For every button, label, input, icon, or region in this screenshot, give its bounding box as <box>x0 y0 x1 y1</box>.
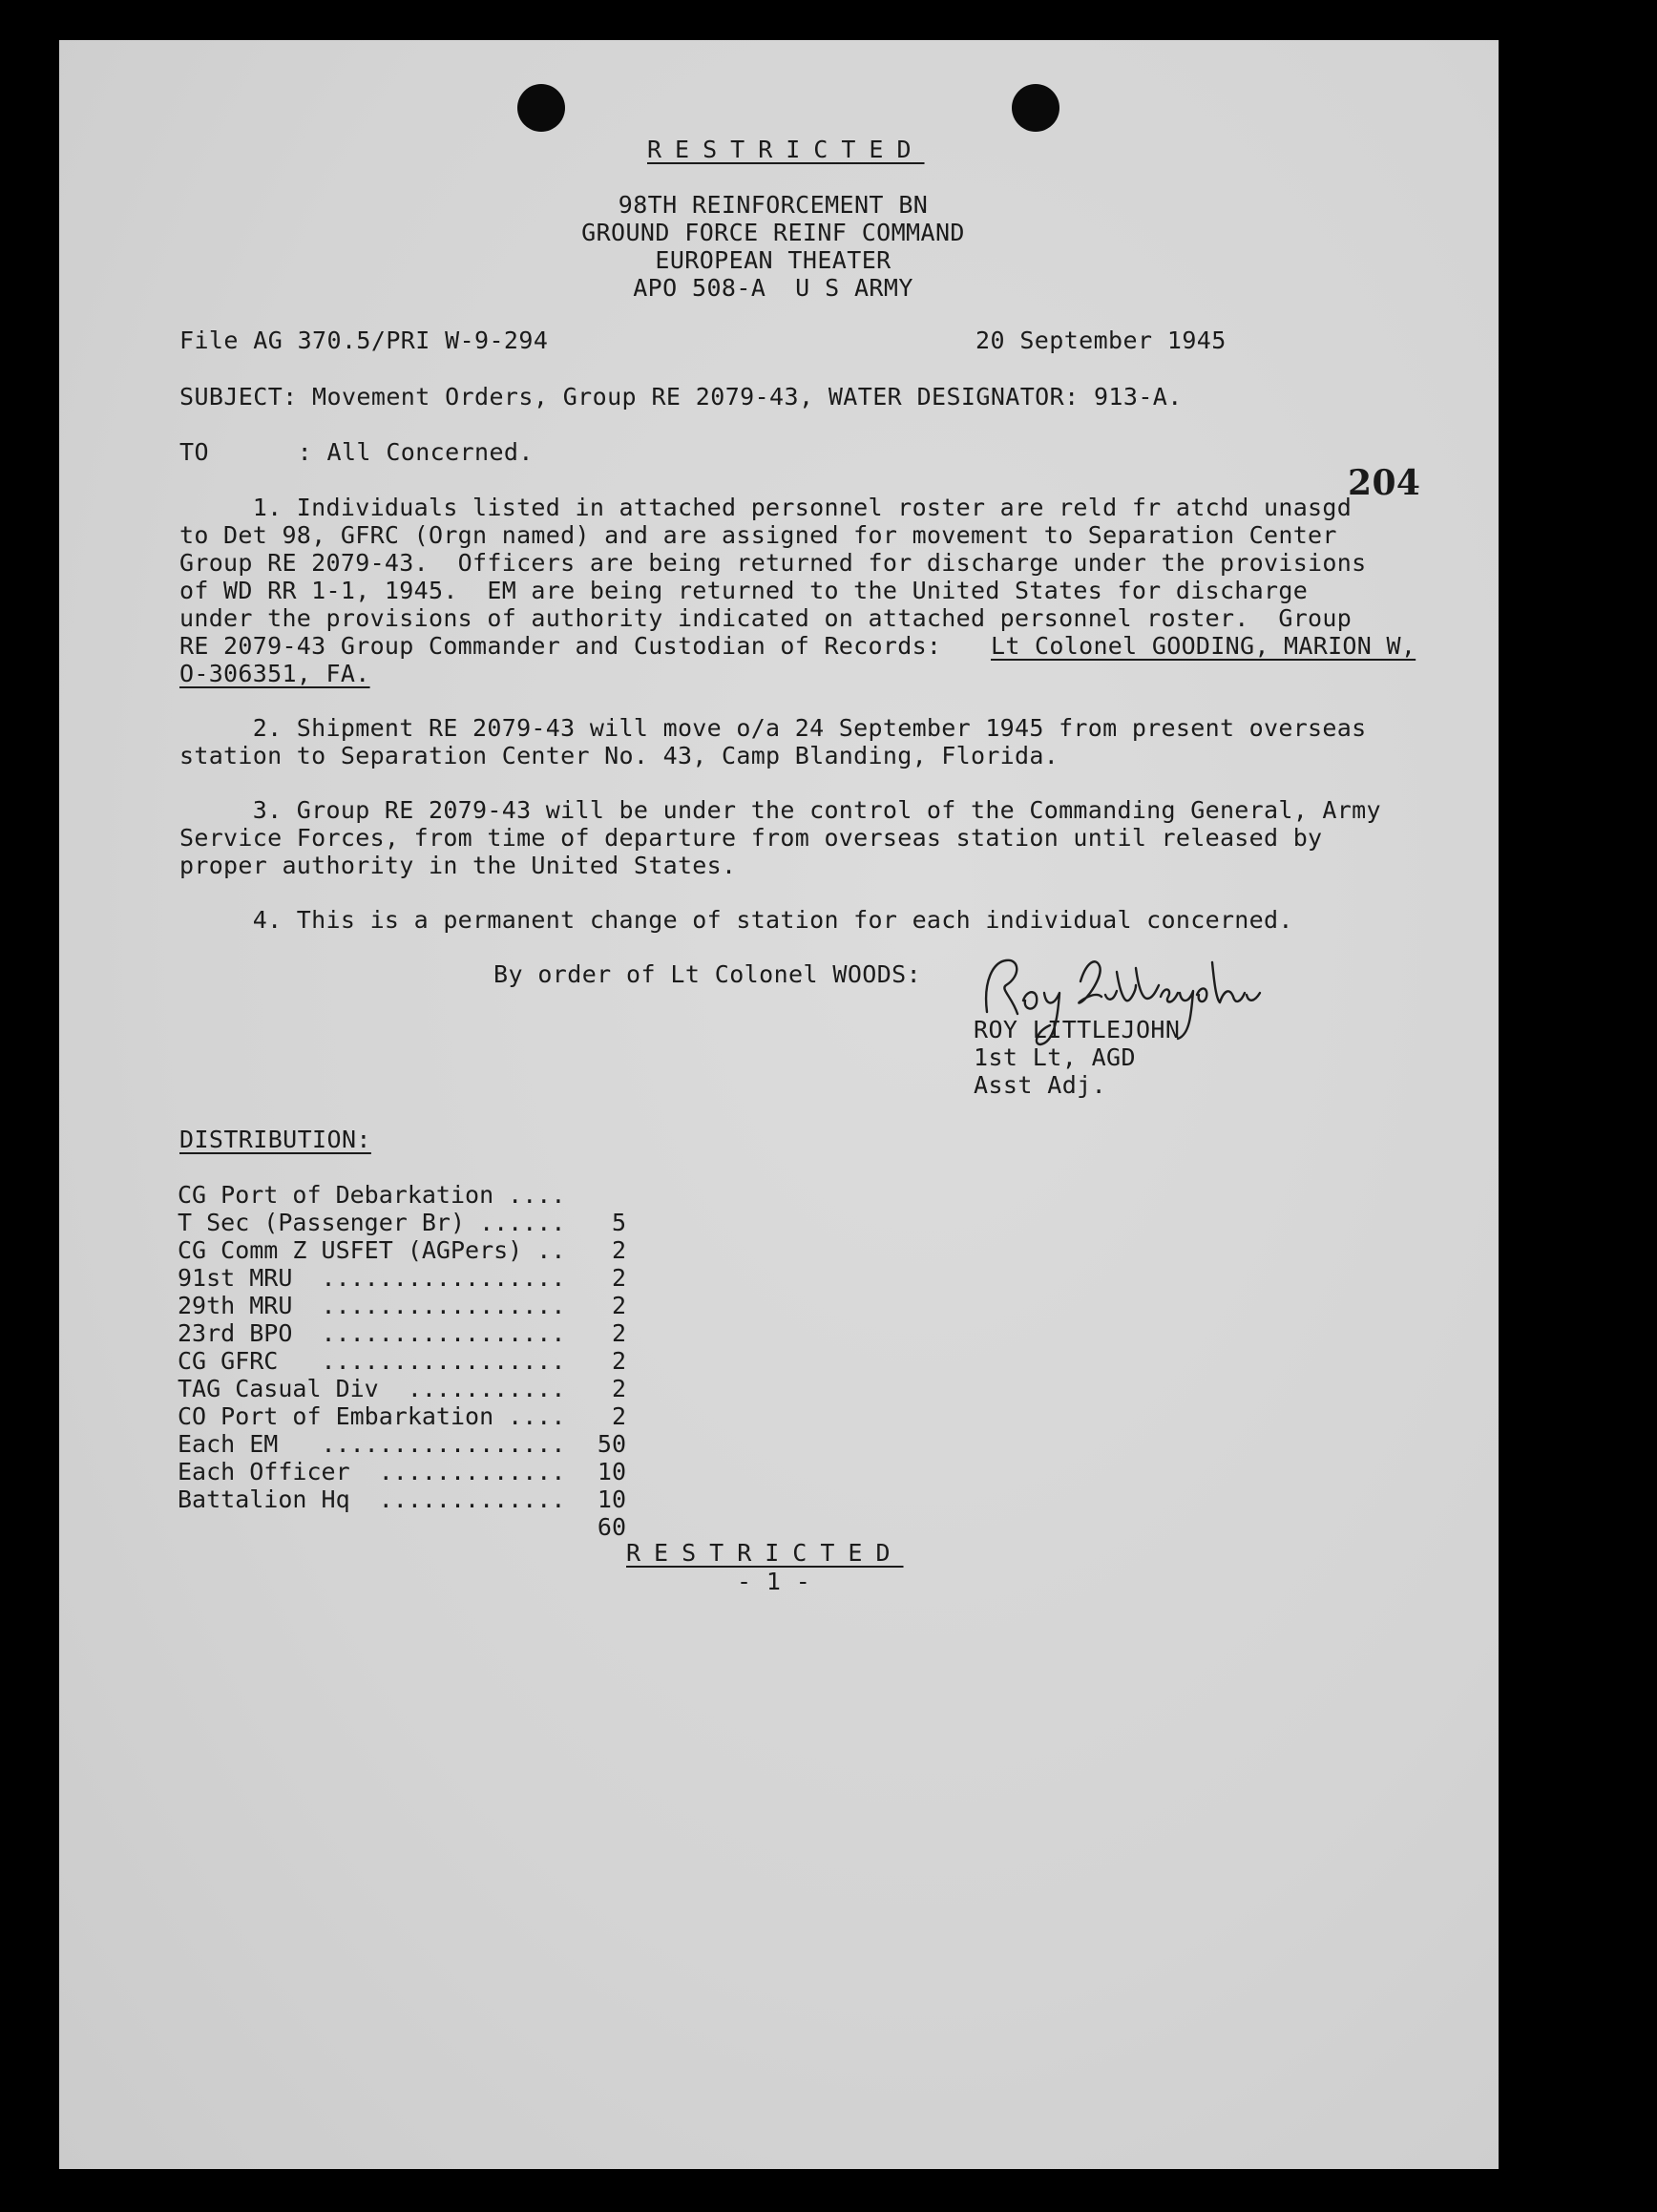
distribution-count: 60 <box>597 1513 626 1541</box>
memo-date: 20 September 1945 <box>975 327 1227 354</box>
distribution-count: 2 <box>611 1319 626 1347</box>
group-commander-name: Lt Colonel GOODING, MARION W, <box>991 632 1416 660</box>
distribution-label: CG GFRC ................. <box>178 1347 566 1375</box>
para1-line-2: to Det 98, GFRC (Orgn named) and are assigned for movement to Separation Center <box>179 521 1337 549</box>
classification-bottom: RESTRICTED <box>626 1539 904 1567</box>
distribution-label: Battalion Hq ............. <box>178 1485 566 1513</box>
punch-hole-right <box>1012 84 1059 132</box>
distribution-count: 2 <box>611 1347 626 1375</box>
distribution-label: CG Port of Debarkation .... <box>178 1181 566 1209</box>
unit-line-2: GROUND FORCE REINF COMMAND <box>581 219 965 246</box>
distribution-label: T Sec (Passenger Br) ...... <box>178 1209 566 1236</box>
para3-line-3: proper authority in the United States. <box>179 852 737 879</box>
para1-line-5: under the provisions of authority indicated on attached personnel roster. Group <box>179 604 1353 632</box>
file-reference: File AG 370.5/PRI W-9-294 <box>179 327 549 354</box>
para3-line-1: 3. Group RE 2079-43 will be under the control of the Commanding General, Army <box>179 796 1381 824</box>
signer-title: Asst Adj. <box>974 1071 1107 1099</box>
document-page <box>59 40 1499 2169</box>
distribution-count: 2 <box>611 1292 626 1319</box>
punch-hole-left <box>517 84 565 132</box>
distribution-label: 29th MRU ................. <box>178 1292 566 1319</box>
distribution-count: 10 <box>597 1458 626 1485</box>
para1-line-1: 1. Individuals listed in attached personnel roster are reld fr atchd unasgd <box>179 494 1353 521</box>
para1-line-3: Group RE 2079-43. Officers are being returned for discharge under the provisions <box>179 549 1367 577</box>
by-order-line: By order of Lt Colonel WOODS: <box>493 960 922 988</box>
distribution-count: 2 <box>611 1264 626 1292</box>
group-commander-serial: O-306351, FA. <box>179 660 370 687</box>
unit-line-4: APO 508-A U S ARMY <box>633 274 913 302</box>
distribution-label: CG Comm Z USFET (AGPers) .. <box>178 1236 566 1264</box>
page-number: - 1 - <box>737 1568 811 1595</box>
para3-line-2: Service Forces, from time of departure from overseas station until released by <box>179 824 1323 852</box>
distribution-count: 50 <box>597 1430 626 1458</box>
distribution-title: DISTRIBUTION: <box>179 1126 371 1153</box>
distribution-count: 2 <box>611 1402 626 1430</box>
signer-rank: 1st Lt, AGD <box>974 1043 1136 1071</box>
distribution-label: 91st MRU ................. <box>178 1264 566 1292</box>
signer-name: ROY LITTLEJOHN <box>974 1016 1181 1043</box>
para4-line: 4. This is a permanent change of station for each individual concerned. <box>179 906 1293 934</box>
unit-line-3: EUROPEAN THEATER <box>655 246 891 274</box>
distribution-label: Each Officer ............. <box>178 1458 566 1485</box>
memo-subject: SUBJECT: Movement Orders, Group RE 2079-43, WATER DESIGNATOR: 913-A. <box>179 383 1183 411</box>
page-stamp-number: 204 <box>1348 463 1421 503</box>
distribution-label: Each EM ................. <box>178 1430 566 1458</box>
distribution-label: CO Port of Embarkation .... <box>178 1402 566 1430</box>
unit-line-1: 98TH REINFORCEMENT BN <box>618 191 929 219</box>
distribution-label: 23rd BPO ................. <box>178 1319 566 1347</box>
distribution-count: 5 <box>611 1209 626 1236</box>
para1-line-4: of WD RR 1-1, 1945. EM are being returned to the United States for discharge <box>179 577 1309 604</box>
distribution-count: 10 <box>597 1485 626 1513</box>
memo-to: TO : All Concerned. <box>179 438 534 466</box>
classification-top: RESTRICTED <box>647 136 925 163</box>
para2-line-2: station to Separation Center No. 43, Camp Blanding, Florida. <box>179 742 1059 769</box>
distribution-label: TAG Casual Div ........... <box>178 1375 566 1402</box>
para2-line-1: 2. Shipment RE 2079-43 will move o/a 24 September 1945 from present overseas <box>179 714 1367 742</box>
distribution-count: 2 <box>611 1236 626 1264</box>
para1-line-6: RE 2079-43 Group Commander and Custodian of Records: <box>179 632 956 660</box>
distribution-count: 2 <box>611 1375 626 1402</box>
